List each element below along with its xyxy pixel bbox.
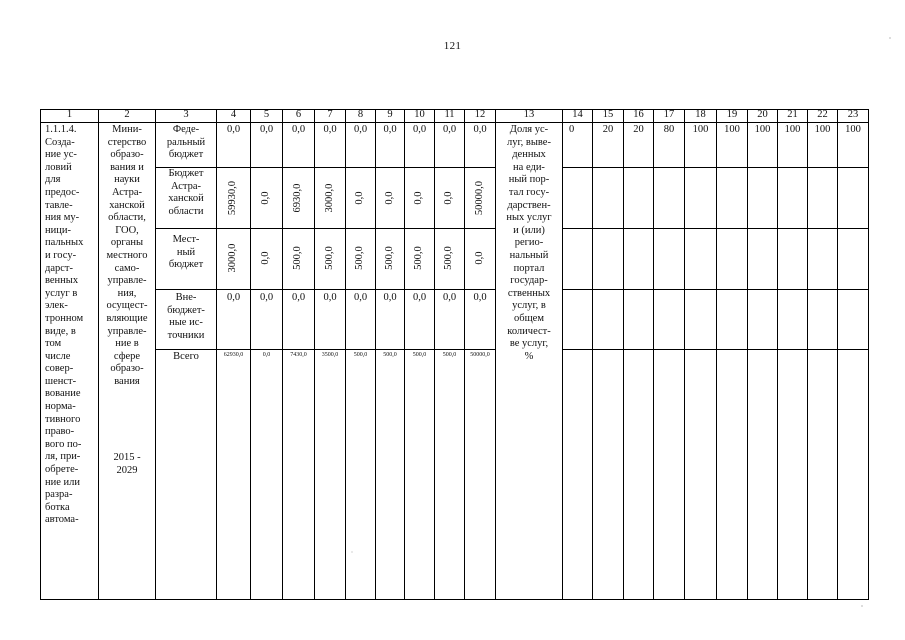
federal-value: 0,0 xyxy=(226,124,241,135)
total-value: 500,0 xyxy=(353,352,368,358)
local-value: 3000,0 xyxy=(227,243,238,273)
total-value: 62930,0 xyxy=(223,352,244,358)
local-value: 0,0 xyxy=(474,251,485,265)
local-value: 500,0 xyxy=(384,246,395,270)
header-col-14: 14 xyxy=(572,109,583,120)
implementation-period: 2015 - 2029 xyxy=(113,452,141,476)
regional-value: 0,0 xyxy=(413,191,424,205)
local-value: 500,0 xyxy=(324,246,335,270)
federal-value: 0,0 xyxy=(442,124,457,135)
indicator-description: Доля ус- луг, выве- денных на еди- ный пор- тал госу- дарствен- ных услуг и (или) регио- нальный портал государ- ственных услуг, в общем количест- ве услуг, % xyxy=(506,124,552,362)
header-col-20: 20 xyxy=(757,109,768,120)
target-value: 100 xyxy=(845,124,861,135)
local-value: 500,0 xyxy=(443,246,454,270)
header-col-19: 19 xyxy=(726,109,738,120)
target-value: 100 xyxy=(724,124,740,135)
federal-value: 0,0 xyxy=(383,124,397,135)
regional-value: 59930,0 xyxy=(227,180,238,216)
page-number: 121 xyxy=(443,40,462,52)
extra-value: 0,0 xyxy=(473,292,487,303)
header-col-17: 17 xyxy=(663,109,675,120)
extra-value: 0,0 xyxy=(259,292,274,303)
target-value: 100 xyxy=(814,124,831,135)
total-value: 50000,0 xyxy=(470,352,490,358)
extra-value: 0,0 xyxy=(442,292,457,303)
local-value: 500,0 xyxy=(354,246,365,270)
extra-value: 0,0 xyxy=(226,292,241,303)
extra-value: 0,0 xyxy=(383,292,397,303)
regional-value: 0,0 xyxy=(443,191,454,205)
target-value: 0 xyxy=(569,124,575,135)
extra-value: 0,0 xyxy=(353,292,368,303)
header-col-22: 22 xyxy=(817,109,828,120)
header-col-21: 21 xyxy=(787,109,798,120)
header-col-3: 3 xyxy=(183,109,189,120)
regional-value: 0,0 xyxy=(384,191,395,205)
extra-value: 0,0 xyxy=(412,292,427,303)
measure-description: 1.1.1.4. Созда- ние ус- ловий для предос- тавле- ния му- ници- пальных и госу- дарст- венных услуг в элек- тронном виде, в том числе совер- шенст- вование норма- тивного право- вого по- ля, при- обрете- ние или разра- ботка автома- xyxy=(45,124,84,526)
federal-value: 0,0 xyxy=(473,124,487,135)
local-value: 0,0 xyxy=(260,251,271,265)
header-col-8: 8 xyxy=(357,109,364,120)
header-col-6: 6 xyxy=(295,109,302,120)
federal-value: 0,0 xyxy=(323,124,337,135)
source-extra-label: Вне- бюджет- ные ис- точники xyxy=(167,292,205,341)
local-value: 500,0 xyxy=(292,246,303,270)
header-col-23: 23 xyxy=(847,109,859,120)
federal-value: 0,0 xyxy=(412,124,427,135)
total-value: 3500,0 xyxy=(321,352,339,358)
total-value: 500,0 xyxy=(383,352,397,358)
source-regional-label: Бюджет Астра- ханской области xyxy=(168,168,204,217)
target-value: 100 xyxy=(784,124,801,135)
regional-value: 0,0 xyxy=(354,191,365,205)
target-value: 20 xyxy=(633,124,644,135)
target-value: 80 xyxy=(663,124,675,135)
federal-value: 0,0 xyxy=(259,124,274,135)
header-col-5: 5 xyxy=(263,109,270,120)
header-col-1: 1 xyxy=(66,109,73,120)
regional-value: 0,0 xyxy=(260,191,271,205)
header-col-4: 4 xyxy=(230,109,237,120)
total-value: 500,0 xyxy=(442,352,457,358)
regional-value: 3000,0 xyxy=(324,183,335,213)
total-value: 0,0 xyxy=(262,352,271,358)
source-federal-label: Феде- ральный бюджет xyxy=(166,124,206,161)
header-col-13: 13 xyxy=(523,109,535,120)
header-col-12: 12 xyxy=(474,109,486,120)
total-value: 500,0 xyxy=(412,352,427,358)
header-col-7: 7 xyxy=(327,109,333,120)
header-col-18: 18 xyxy=(695,109,706,120)
extra-value: 0,0 xyxy=(323,292,337,303)
federal-value: 0,0 xyxy=(353,124,368,135)
regional-value: 6930,0 xyxy=(292,183,303,213)
header-col-16: 16 xyxy=(633,109,644,120)
federal-value: 0,0 xyxy=(291,124,306,135)
target-value: 100 xyxy=(754,124,771,135)
total-value: 7430,0 xyxy=(290,352,307,358)
extra-value: 0,0 xyxy=(291,292,306,303)
responsible-executor: Мини- стерство образо- вания и науки Астра- ханской области, ГОО, органы местного само- управле- ния, осущест- вляющие управле- ние в сфере образо- вания xyxy=(106,124,148,387)
source-total-label: Всего xyxy=(173,351,199,362)
local-value: 500,0 xyxy=(413,246,424,270)
header-col-15: 15 xyxy=(602,109,614,120)
header-col-9: 9 xyxy=(387,109,393,120)
source-local-label: Мест- ный бюджет xyxy=(168,234,204,271)
header-col-10: 10 xyxy=(414,109,425,120)
target-value: 100 xyxy=(692,124,709,135)
target-value: 20 xyxy=(602,124,614,135)
header-col-11: 11 xyxy=(444,109,455,120)
regional-value: 50000,0 xyxy=(474,180,485,216)
header-col-2: 2 xyxy=(124,109,130,120)
